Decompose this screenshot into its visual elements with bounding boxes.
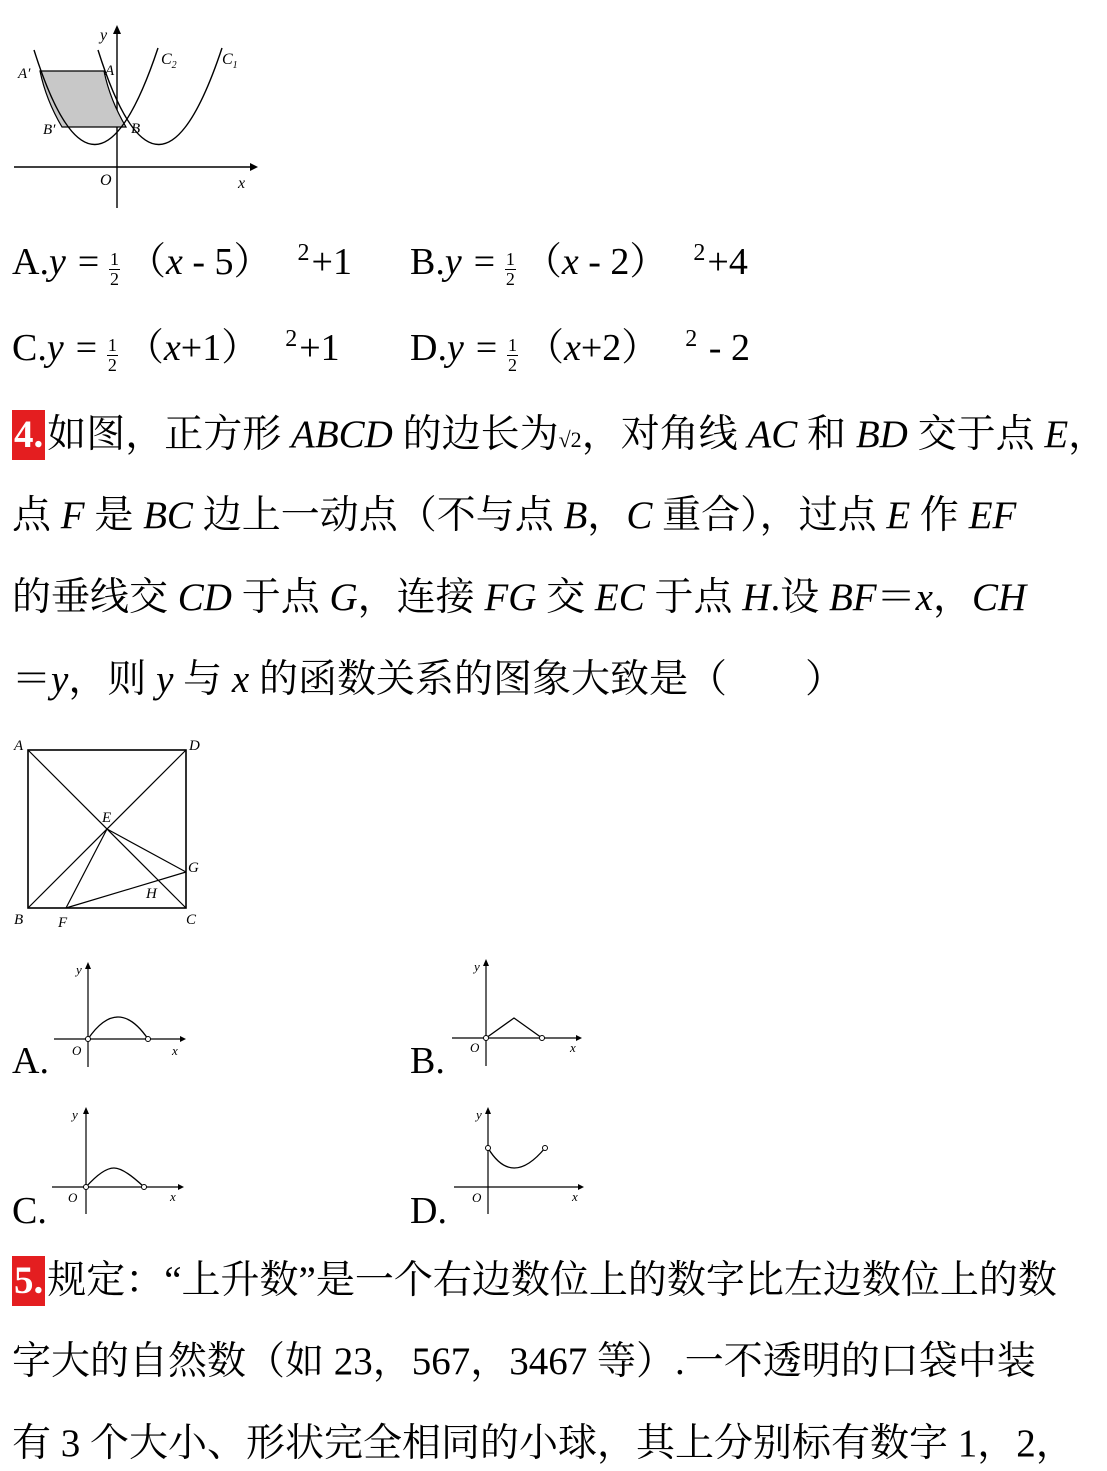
label-a: A xyxy=(14,738,24,754)
question-number-badge: 4. xyxy=(12,410,45,460)
q4-choice-c-graph[interactable] xyxy=(48,1100,188,1215)
q4-line-2: 点 F 是 BC 边上一动点（不与点 B，C 重合），过点 E 作 EF xyxy=(12,494,1017,537)
svg-text:y: y xyxy=(72,1107,78,1122)
q4-choice-b-label[interactable]: B. xyxy=(410,1040,445,1082)
label-x: x xyxy=(238,175,246,192)
q4-line-1: 4. 如图，正方形 ABCD 的边长为√2，对角线 AC 和 BD 交于点 E， xyxy=(12,410,1107,460)
label-o: O xyxy=(100,172,112,189)
q4-choice-d-label[interactable]: D. xyxy=(410,1190,447,1232)
label-b-prime: B′ xyxy=(43,122,56,138)
q5-line-1: 5. 规定：“上升数”是一个右边数位上的数字比左边数位上的数 xyxy=(12,1256,1057,1306)
q3-option-b[interactable]: B.y = $\frac{1}{2}$ （x - 2） $^2$+4 xyxy=(410,240,748,289)
label-y: y xyxy=(100,27,108,44)
label-b: B xyxy=(14,912,24,928)
question-number-badge: 5. xyxy=(12,1256,45,1306)
fraction-half: $\frac{1}{2}$ xyxy=(507,334,517,375)
svg-text:y: y xyxy=(476,1107,482,1122)
svg-text:y: y xyxy=(76,962,82,977)
label-f: F xyxy=(58,915,68,931)
label-h: H xyxy=(146,886,157,902)
label-c1: $C_1$ xyxy=(222,51,238,71)
q5-line-2: 字大的自然数（如 23，567，3467 等）.一不透明的口袋中装 xyxy=(12,1340,1036,1383)
q4-choice-b-graph[interactable] xyxy=(448,952,588,1067)
q4-square-figure xyxy=(0,730,220,935)
q3-parabola-figure xyxy=(0,20,270,220)
label-d: D xyxy=(189,738,200,754)
label-a: A xyxy=(105,63,115,79)
svg-text:O: O xyxy=(68,1190,78,1205)
svg-text:O: O xyxy=(470,1040,480,1055)
q4-choice-a-label[interactable]: A. xyxy=(12,1040,49,1082)
svg-text:O: O xyxy=(72,1043,82,1058)
y-axis-arrow xyxy=(113,25,121,34)
q3-option-d[interactable]: D.y = $\frac{1}{2}$ （x+2） $^2$ - 2 xyxy=(410,326,750,375)
svg-text:O: O xyxy=(472,1190,482,1205)
label-g: G xyxy=(188,860,199,876)
label-c: C xyxy=(186,912,197,928)
x-axis-arrow xyxy=(250,163,258,171)
label-b: B xyxy=(131,121,141,137)
q4-choice-d-graph[interactable] xyxy=(450,1100,590,1215)
segment-ef xyxy=(66,829,107,908)
fraction-half: $\frac{1}{2}$ xyxy=(109,248,119,289)
q4-choice-a-graph[interactable] xyxy=(50,955,190,1070)
svg-text:x: x xyxy=(572,1189,578,1204)
svg-text:x: x xyxy=(172,1043,178,1058)
segment-eg xyxy=(107,829,186,872)
fraction-half: $\frac{1}{2}$ xyxy=(107,334,117,375)
q5-line-3: 有 3 个大小、形状完全相同的小球，其上分别标有数字 1，2， xyxy=(12,1422,1075,1465)
fraction-half: $\frac{1}{2}$ xyxy=(505,248,515,289)
label-e: E xyxy=(102,810,112,826)
q4-line-4: ＝y，则 y 与 x 的函数关系的图象大致是（ ） xyxy=(12,658,844,701)
q4-line-3: 的垂线交 CD 于点 G，连接 FG 交 EC 于点 H.设 BF＝x，CH xyxy=(12,576,1027,619)
q4-choice-c-label[interactable]: C. xyxy=(12,1190,47,1232)
svg-text:x: x xyxy=(170,1189,176,1204)
q3-option-a[interactable]: A.y = $\frac{1}{2}$ （x - 5） $^2$+1 xyxy=(12,240,352,289)
q3-option-c[interactable]: C.y = $\frac{1}{2}$ （x+1） $^2$+1 xyxy=(12,326,340,375)
svg-text:y: y xyxy=(474,959,480,974)
label-a-prime: A′ xyxy=(18,66,31,82)
label-c2: $C_2$ xyxy=(161,51,177,71)
svg-text:x: x xyxy=(570,1040,576,1055)
